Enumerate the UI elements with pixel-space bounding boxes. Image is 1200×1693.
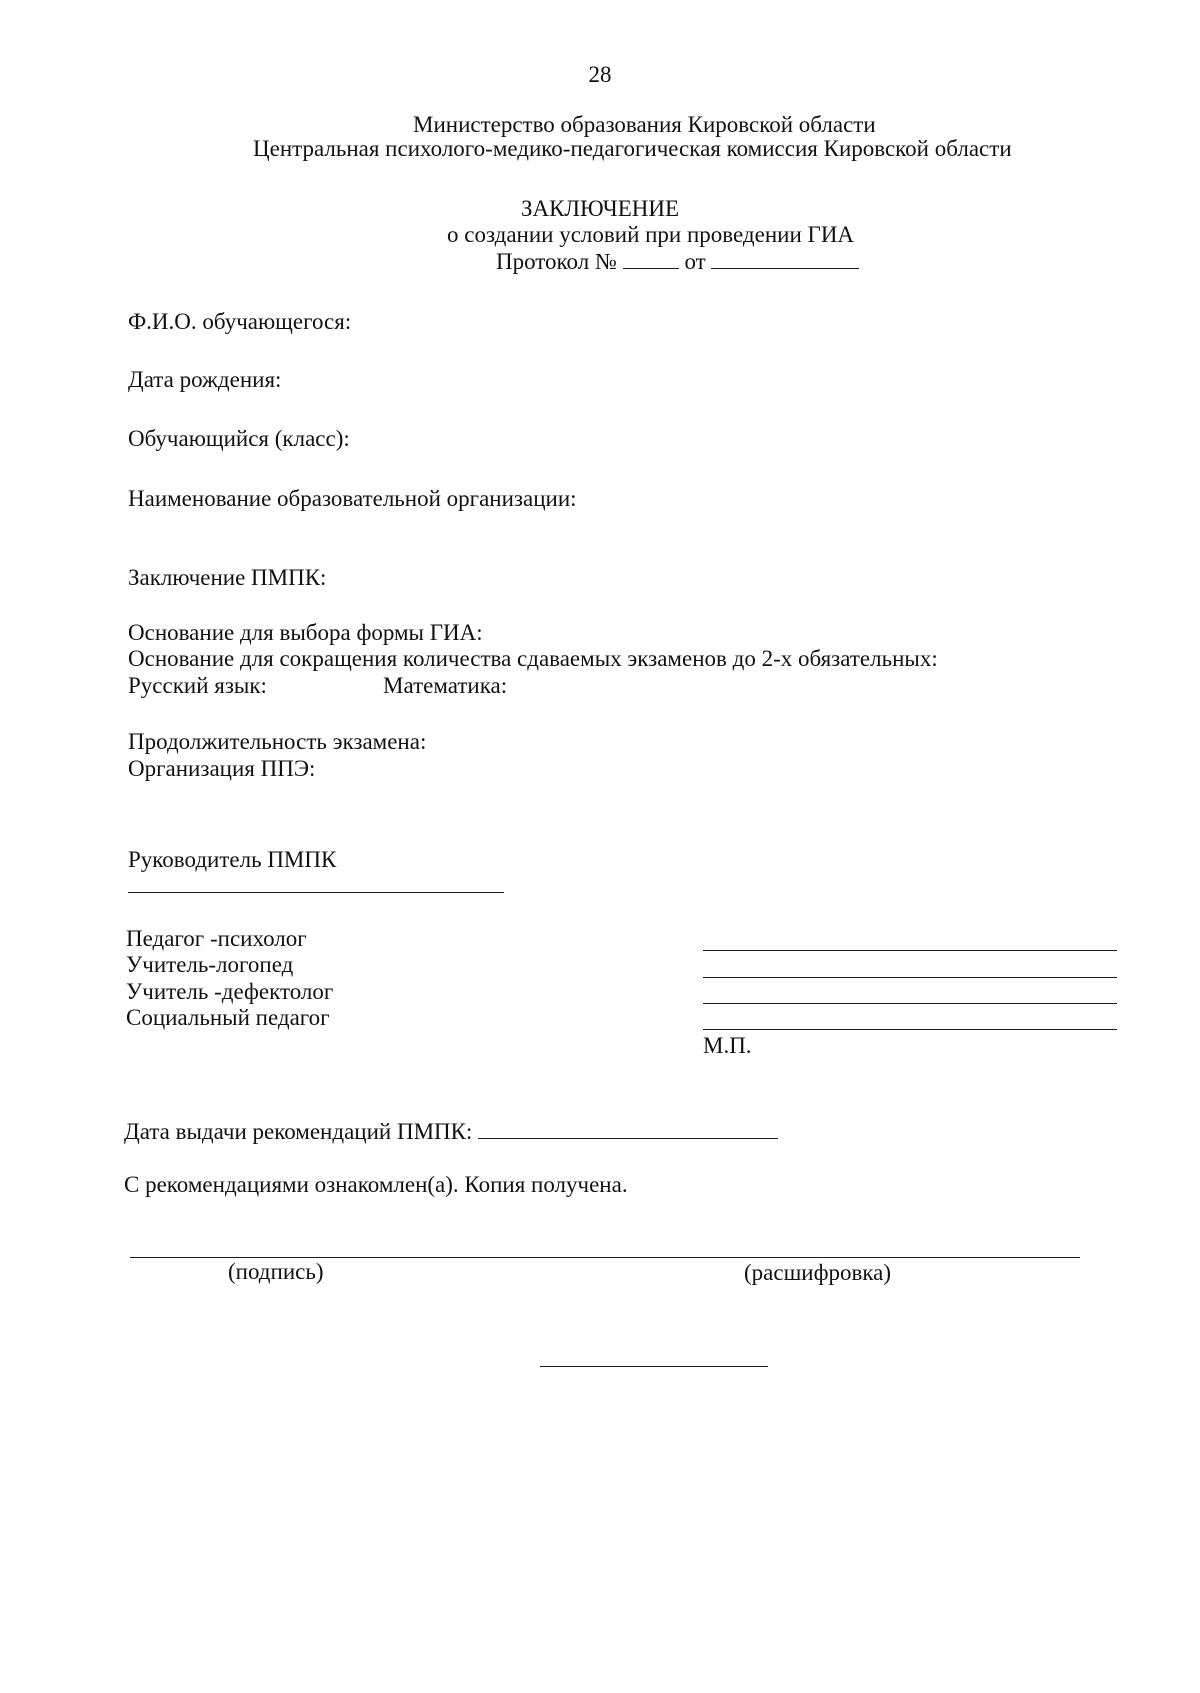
student-class-label: Обучающийся (класс): (128, 426, 350, 451)
basis-form-label: Основание для выбора формы ГИА: (128, 620, 483, 645)
member-social-teacher-label: Социальный педагог (126, 1005, 330, 1030)
protocol-line (496, 248, 859, 275)
pmpk-conclusion-label: Заключение ПМПК: (128, 565, 327, 590)
pmpk-head-signature-line (128, 892, 504, 893)
stamp-label: М.П. (703, 1033, 752, 1058)
issue-date-blank (478, 1118, 778, 1139)
member-signature-line (703, 950, 1117, 951)
decoding-caption: (расшифровка) (744, 1260, 892, 1285)
ministry-header: Министерство образования Кировской области (413, 112, 876, 137)
member-signature-line (703, 977, 1117, 978)
member-psychologist-label: Педагог -психолог (126, 926, 307, 951)
ppe-org-label: Организация ППЭ: (128, 756, 316, 781)
document-subtitle: о создании условий при проведении ГИА (447, 222, 855, 247)
math-label: Математика: (383, 673, 508, 698)
acknowledgement-text: С рекомендациями ознакомлен(а). Копия получена. (124, 1172, 628, 1197)
protocol-from-label: от (684, 249, 706, 274)
duration-label: Продолжительность экзамена: (128, 729, 427, 754)
protocol-date-blank (711, 248, 859, 269)
signature-caption: (подпись) (228, 1259, 324, 1284)
member-speech-therapist-label: Учитель-логопед (126, 952, 294, 977)
basis-reduction-label: Основание для сокращения количества сдаваемых экзаменов до 2-х обязательных: (128, 646, 938, 671)
russian-label: Русский язык: (128, 673, 267, 698)
member-signature-line (703, 1029, 1117, 1030)
issue-date-line (124, 1118, 778, 1145)
birth-date-label: Дата рождения: (128, 367, 282, 392)
pmpk-head-label: Руководитель ПМПК (128, 847, 337, 872)
end-separator-line (540, 1366, 768, 1367)
member-defectologist-label: Учитель -дефектолог (126, 979, 334, 1004)
issue-date-label: Дата выдачи рекомендаций ПМПК: (124, 1119, 473, 1144)
document-title: ЗАКЛЮЧЕНИЕ (520, 196, 680, 221)
acknowledgement-signature-line (130, 1257, 1080, 1258)
page-number: 28 (588, 62, 612, 87)
organization-label: Наименование образовательной организации: (128, 486, 577, 511)
commission-header: Центральная психолого-медико-педагогическая комиссия Кировской области (253, 136, 1012, 161)
student-name-label: Ф.И.О. обучающегося: (128, 309, 352, 334)
protocol-number-blank (623, 248, 679, 269)
protocol-label: Протокол № (496, 249, 617, 274)
member-signature-line (703, 1003, 1117, 1004)
